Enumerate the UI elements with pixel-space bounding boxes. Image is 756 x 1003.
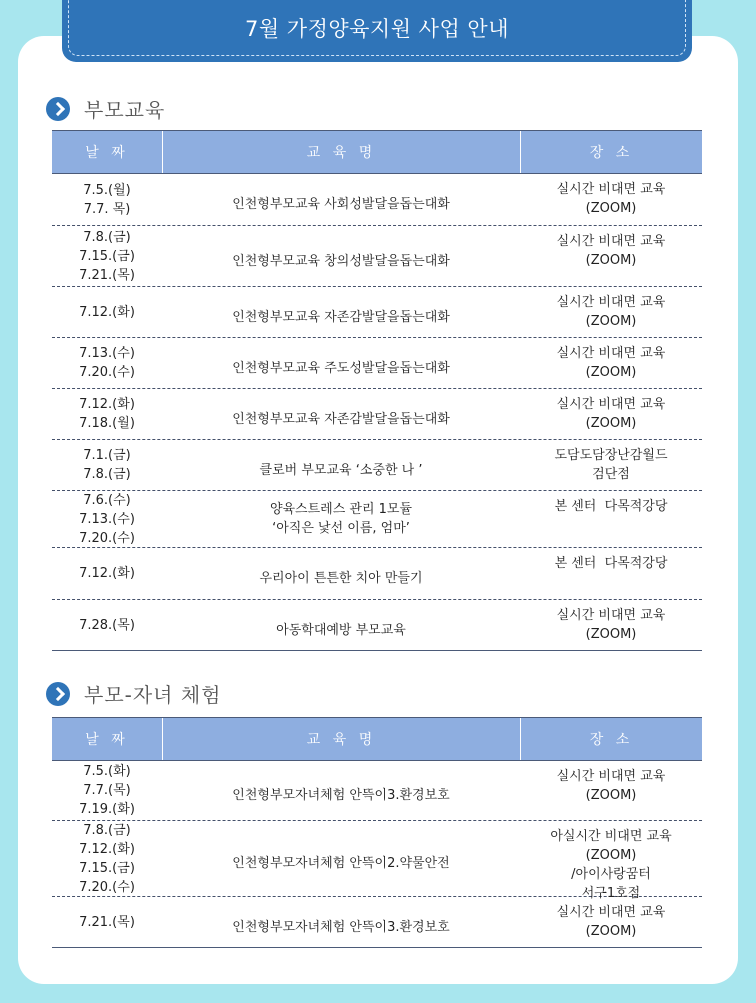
date-text: 7.21.(목) (79, 267, 135, 283)
date-text: 7.8.(금) (83, 229, 131, 245)
place-text: 실시간 비대면 교육 (556, 608, 666, 623)
program-name-text: 양육스트레스 관리 1모듈 (269, 502, 413, 517)
place-text: 본 센터 다목적강당 (554, 556, 668, 571)
program-name-cell (162, 338, 520, 388)
place-cell (520, 761, 702, 820)
section-header-parent-child (46, 679, 222, 708)
place-cell (520, 287, 702, 337)
place-cell (520, 897, 702, 947)
table-row (52, 821, 702, 901)
program-name-cell (162, 287, 520, 337)
place-cell (520, 389, 702, 439)
table-body (52, 174, 702, 650)
program-name-cell (162, 389, 520, 439)
date-text: 7.8.(금) (83, 467, 131, 482)
place-text: (ZOOM) (585, 253, 637, 268)
program-name-cell (162, 226, 520, 286)
table-row (52, 287, 702, 338)
date-cell (52, 440, 162, 490)
place-cell (520, 174, 702, 225)
column-header-place: 장 소 (520, 718, 702, 760)
date-text: 7.28.(목) (79, 617, 135, 633)
program-name-text: 인천형부모교육 자존감발달을돕는대화 (232, 411, 450, 427)
place-text: 실시간 비대면 교육 (556, 905, 666, 920)
banner-dashed-frame (68, 0, 686, 56)
place-text: (ZOOM) (585, 627, 637, 642)
place-text: 실시간 비대면 교육 (556, 182, 666, 197)
date-text: 7.7. 목) (83, 201, 131, 217)
program-name-text: 인천형부모교육 사회성발달을돕는대화 (232, 197, 450, 212)
place-text: 실시간 비대면 교육 (556, 397, 666, 412)
table-row (52, 226, 702, 287)
place-cell (520, 440, 702, 490)
date-text: 7.5.(화) (83, 764, 131, 779)
place-text: /아이사랑꿈터 (571, 867, 651, 882)
parent-child-table (52, 717, 702, 948)
program-name-text: 인천형부모자녀체험 안뜩이3.환경보호 (232, 919, 450, 935)
program-name-cell (162, 174, 520, 225)
date-text: 7.12.(화) (79, 304, 135, 320)
place-text: (ZOOM) (585, 201, 637, 216)
place-cell (520, 226, 702, 286)
program-name-cell (162, 600, 520, 650)
column-header-name: 교 육 명 (162, 718, 520, 760)
table-row (52, 491, 702, 548)
column-header-place: 장 소 (520, 131, 702, 173)
program-name-cell (162, 440, 520, 490)
place-text: (ZOOM) (585, 848, 637, 863)
place-text: 아실시간 비대면 교육 (550, 829, 672, 844)
program-name-text: 인천형부모자녀체험 안뜩이3.환경보호 (232, 788, 450, 803)
column-header-name: 교 육 명 (162, 131, 520, 173)
date-text: 7.15.(금) (79, 248, 135, 264)
title-banner (62, 0, 692, 62)
place-text: 도담도담장난감월드 (554, 448, 668, 463)
table-row (52, 897, 702, 947)
program-name-text: 인천형부모교육 자존감발달을돕는대화 (232, 309, 450, 325)
column-header-date: 날 짜 (85, 732, 129, 748)
place-text: (ZOOM) (585, 788, 637, 803)
date-text: 7.5.(월) (83, 182, 131, 198)
date-text: 7.15.(금) (79, 860, 135, 876)
date-cell (52, 761, 162, 820)
program-name-text: 인천형부모자녀체험 안뜩이2.약물안전 (232, 856, 450, 871)
date-cell (52, 600, 162, 650)
date-text: 7.21.(목) (79, 914, 135, 930)
date-text: 7.20.(수) (79, 879, 135, 895)
program-name-text: 우리아이 튼튼한 치아 만들기 (259, 571, 423, 586)
page-title: 7월 가정양육지원 사업 안내 (244, 16, 510, 41)
date-text: 7.18.(월) (79, 416, 135, 431)
table-row (52, 548, 702, 600)
program-name-text: ‘아직은 낯선 이름, 엄마’ (272, 521, 410, 536)
chevron-right-circle-icon (46, 97, 70, 121)
program-name-cell (162, 897, 520, 947)
table-row (52, 761, 702, 821)
column-header-date: 날 짜 (85, 145, 129, 161)
date-text: 7.20.(수) (79, 530, 135, 546)
place-cell (520, 548, 702, 599)
parent-education-table (52, 130, 702, 651)
table-row (52, 600, 702, 650)
place-text: 실시간 비대면 교육 (556, 234, 666, 249)
program-name-text: 아동학대예방 부모교육 (276, 622, 406, 638)
date-cell (52, 491, 162, 547)
date-text: 7.20.(수) (79, 365, 135, 380)
program-name-text: 클로버 부모교육 ‘소중한 나 ’ (259, 462, 423, 478)
place-text: 검단점 (592, 467, 630, 482)
place-text: (ZOOM) (585, 365, 637, 380)
section-title: 부모교육 (84, 98, 166, 122)
date-cell (52, 287, 162, 337)
date-text: 7.12.(화) (79, 841, 135, 857)
table-body (52, 761, 702, 947)
table-row (52, 338, 702, 389)
place-text: (ZOOM) (585, 924, 637, 939)
place-text: (ZOOM) (585, 416, 637, 431)
program-name-cell (162, 491, 520, 547)
date-text: 7.12.(화) (79, 566, 135, 581)
date-text: 7.13.(수) (79, 511, 135, 527)
program-name-cell (162, 761, 520, 820)
date-text: 7.1.(금) (83, 448, 131, 463)
date-text: 7.12.(화) (79, 397, 135, 412)
place-text: (ZOOM) (585, 314, 637, 329)
date-text: 7.7.(목) (83, 783, 131, 798)
table-header (52, 130, 702, 174)
date-cell (52, 821, 162, 896)
section-title: 부모-자녀 체험 (84, 683, 222, 707)
program-name-text: 인천형부모교육 창의성발달을돕는대화 (232, 253, 450, 269)
place-text: 서구1호점 (581, 886, 641, 901)
chevron-right-circle-icon (46, 682, 70, 706)
place-text: 실시간 비대면 교육 (556, 295, 666, 310)
date-cell (52, 226, 162, 286)
place-text: 실시간 비대면 교육 (556, 769, 666, 784)
date-cell (52, 174, 162, 225)
place-text: 실시간 비대면 교육 (556, 346, 666, 361)
place-cell (520, 338, 702, 388)
place-cell (520, 600, 702, 650)
program-name-cell (162, 821, 520, 896)
place-cell (520, 821, 702, 901)
table-row (52, 440, 702, 491)
date-cell (52, 897, 162, 947)
section-header-parent-education (46, 94, 165, 123)
date-text: 7.13.(수) (79, 346, 135, 361)
program-name-cell (162, 548, 520, 599)
date-text: 7.6.(수) (83, 492, 131, 508)
date-cell (52, 548, 162, 599)
table-row (52, 389, 702, 440)
program-name-text: 인천형부모교육 주도성발달을돕는대화 (232, 360, 450, 376)
table-row (52, 174, 702, 226)
date-text: 7.19.(화) (79, 802, 135, 817)
date-cell (52, 389, 162, 439)
table-header (52, 717, 702, 761)
date-cell (52, 338, 162, 388)
date-text: 7.8.(금) (83, 822, 131, 838)
place-text: 본 센터 다목적강당 (554, 499, 668, 514)
place-cell (520, 491, 702, 547)
